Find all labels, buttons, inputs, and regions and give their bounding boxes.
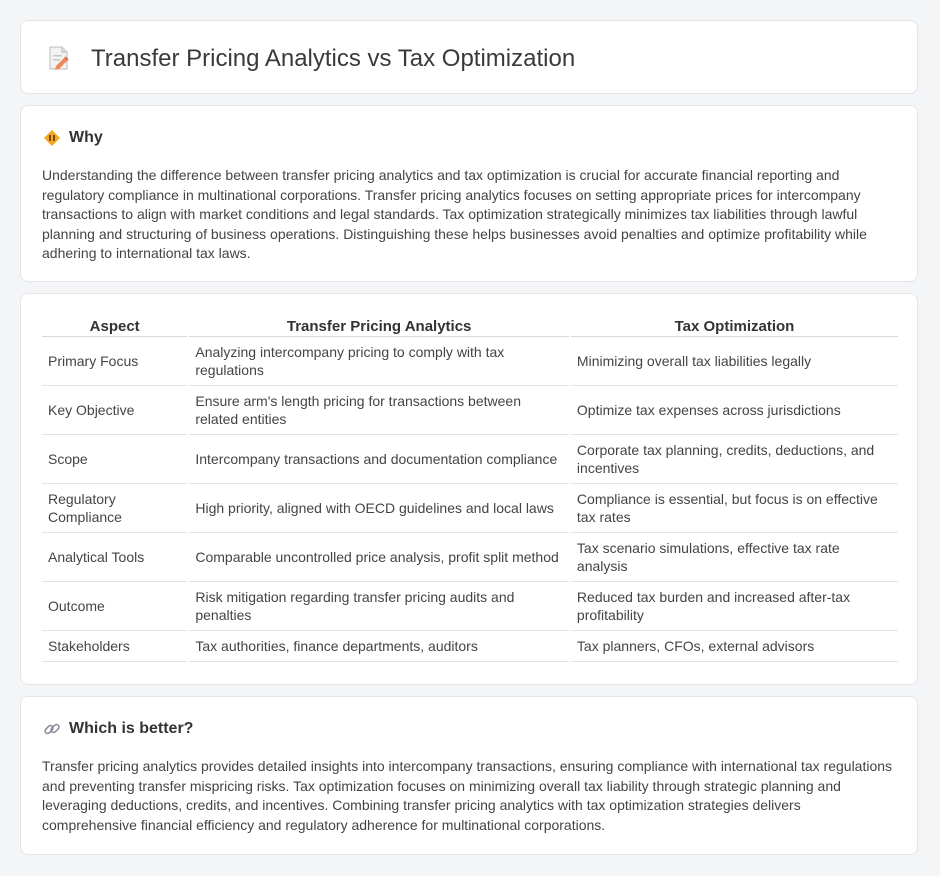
column-header-aspect: Aspect xyxy=(42,316,188,337)
table-row xyxy=(42,533,898,582)
transfer-pricing-cell: Ensure arm's length pricing for transactions between related entities xyxy=(188,386,570,435)
better-header xyxy=(43,719,193,739)
tax-optimization-cell: Minimizing overall tax liabilities legally xyxy=(570,337,898,386)
transfer-pricing-cell: Comparable uncontrolled price analysis, profit split method xyxy=(188,533,570,582)
aspect-cell: Outcome xyxy=(42,582,188,631)
aspect-cell: Stakeholders xyxy=(42,631,188,662)
tax-optimization-cell: Reduced tax burden and increased after-tax profitability xyxy=(570,582,898,631)
title-card xyxy=(20,20,918,94)
why-section xyxy=(20,105,918,282)
diamond-warning-icon xyxy=(43,129,61,147)
column-header-transfer-pricing: Transfer Pricing Analytics xyxy=(188,316,570,337)
page-title: Transfer Pricing Analytics vs Tax Optimization xyxy=(91,45,576,72)
which-is-better-section xyxy=(20,696,918,855)
why-text: Understanding the difference between transfer pricing analytics and tax optimization is crucial for accurate financial reporting and regulatory compliance in multinational corporations. Transfer pricing analytics focuses on setting appropriate prices for intercompany transactions to align with market conditions and legal standards. Tax optimization strategically minimizes tax liabilities through lawful planning and structuring of business operations. Distinguishing these helps businesses avoid penalties and optimize profitability while adhering to international tax laws. xyxy=(42,167,867,261)
document-pencil-icon xyxy=(47,45,71,71)
transfer-pricing-cell: Intercompany transactions and documentation compliance xyxy=(188,435,570,484)
aspect-cell: Analytical Tools xyxy=(42,533,188,582)
table-row xyxy=(42,386,898,435)
tax-optimization-cell: Corporate tax planning, credits, deductions, and incentives xyxy=(570,435,898,484)
better-heading: Which is better? xyxy=(69,720,194,737)
table-header-row xyxy=(42,316,898,337)
aspect-cell: Key Objective xyxy=(42,386,188,435)
aspect-cell: Scope xyxy=(42,435,188,484)
transfer-pricing-cell: High priority, aligned with OECD guidelines and local laws xyxy=(188,484,570,533)
table-row xyxy=(42,484,898,533)
transfer-pricing-cell: Risk mitigation regarding transfer pricing audits and penalties xyxy=(188,582,570,631)
table-row xyxy=(42,631,898,662)
tax-optimization-cell: Optimize tax expenses across jurisdictions xyxy=(570,386,898,435)
tax-optimization-cell: Tax scenario simulations, effective tax rate analysis xyxy=(570,533,898,582)
why-header xyxy=(43,128,103,148)
table-row xyxy=(42,435,898,484)
table-row xyxy=(42,582,898,631)
tax-optimization-cell: Tax planners, CFOs, external advisors xyxy=(570,631,898,662)
comparison-card xyxy=(20,293,918,685)
link-icon xyxy=(43,720,61,738)
tax-optimization-cell: Compliance is essential, but focus is on effective tax rates xyxy=(570,484,898,533)
comparison-table xyxy=(42,316,898,662)
aspect-cell: Regulatory Compliance xyxy=(42,484,188,533)
transfer-pricing-cell: Analyzing intercompany pricing to comply with tax regulations xyxy=(188,337,570,386)
better-text: Transfer pricing analytics provides detailed insights into intercompany transactions, ensuring compliance with international tax regulations and preventing transfer mispricing risks. Tax optimization focuses on minimizing overall tax liability through strategic planning and leveraging deductions, credits, and incentives. Combining transfer pricing analytics with tax optimization strategies delivers comprehensive financial efficiency and regulatory adherence for multinational corporations. xyxy=(42,758,893,833)
transfer-pricing-cell: Tax authorities, finance departments, auditors xyxy=(188,631,570,662)
table-row xyxy=(42,337,898,386)
column-header-tax-optimization: Tax Optimization xyxy=(570,316,898,337)
aspect-cell: Primary Focus xyxy=(42,337,188,386)
why-heading: Why xyxy=(69,129,103,146)
